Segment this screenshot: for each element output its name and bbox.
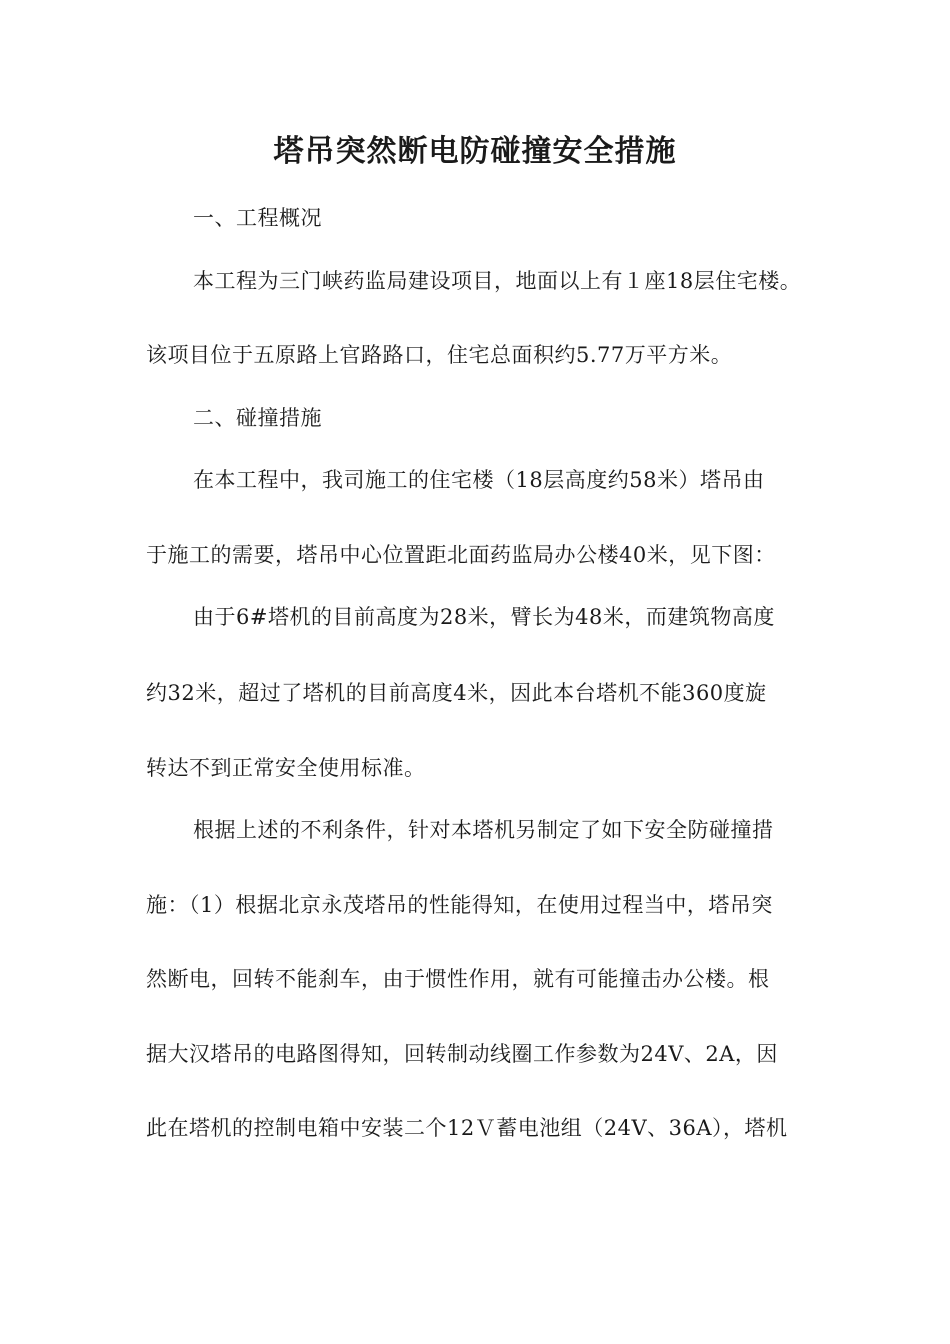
paragraph-line: 本工程为三门峡药监局建设项目，地面以上有１座18层住宅楼。 <box>193 269 802 293</box>
paragraph-line: 于施工的需要，塔吊中心位置距北面药监局办公楼40米，见下图： <box>146 543 776 567</box>
paragraph-line: 转达不到正常安全使用标准。 <box>146 756 426 780</box>
paragraph-line: 据大汉塔吊的电路图得知，回转制动线圈工作参数为24V、2A，因 <box>146 1042 778 1066</box>
paragraph-line: 然断电，回转不能刹车，由于惯性作用，就有可能撞击办公楼。根 <box>146 967 770 991</box>
paragraph-line: 根据上述的不利条件，针对本塔机另制定了如下安全防碰撞措 <box>193 818 774 842</box>
paragraph-line: 由于6#塔机的目前高度为28米，臂长为48米，而建筑物高度 <box>193 605 775 629</box>
paragraph-line: 在本工程中，我司施工的住宅楼（18层高度约58米）塔吊由 <box>193 468 765 492</box>
paragraph-line: 此在塔机的控制电箱中安装二个12Ｖ蓄电池组（24V、36A），塔机 <box>146 1116 788 1140</box>
paragraph-line: 施：（1）根据北京永茂塔吊的性能得知，在使用过程当中，塔吊突 <box>146 893 773 917</box>
paragraph-line: 约32米，超过了塔机的目前高度4米，因此本台塔机不能360度旋 <box>146 681 767 705</box>
section-heading-overview: 一、工程概况 <box>193 206 322 230</box>
document-title: 塔吊突然断电防碰撞安全措施 <box>273 134 677 169</box>
section-heading-collision: 二、碰撞措施 <box>193 406 322 430</box>
paragraph-line: 该项目位于五原路上官路路口，住宅总面积约5.77万平方米。 <box>146 343 733 367</box>
